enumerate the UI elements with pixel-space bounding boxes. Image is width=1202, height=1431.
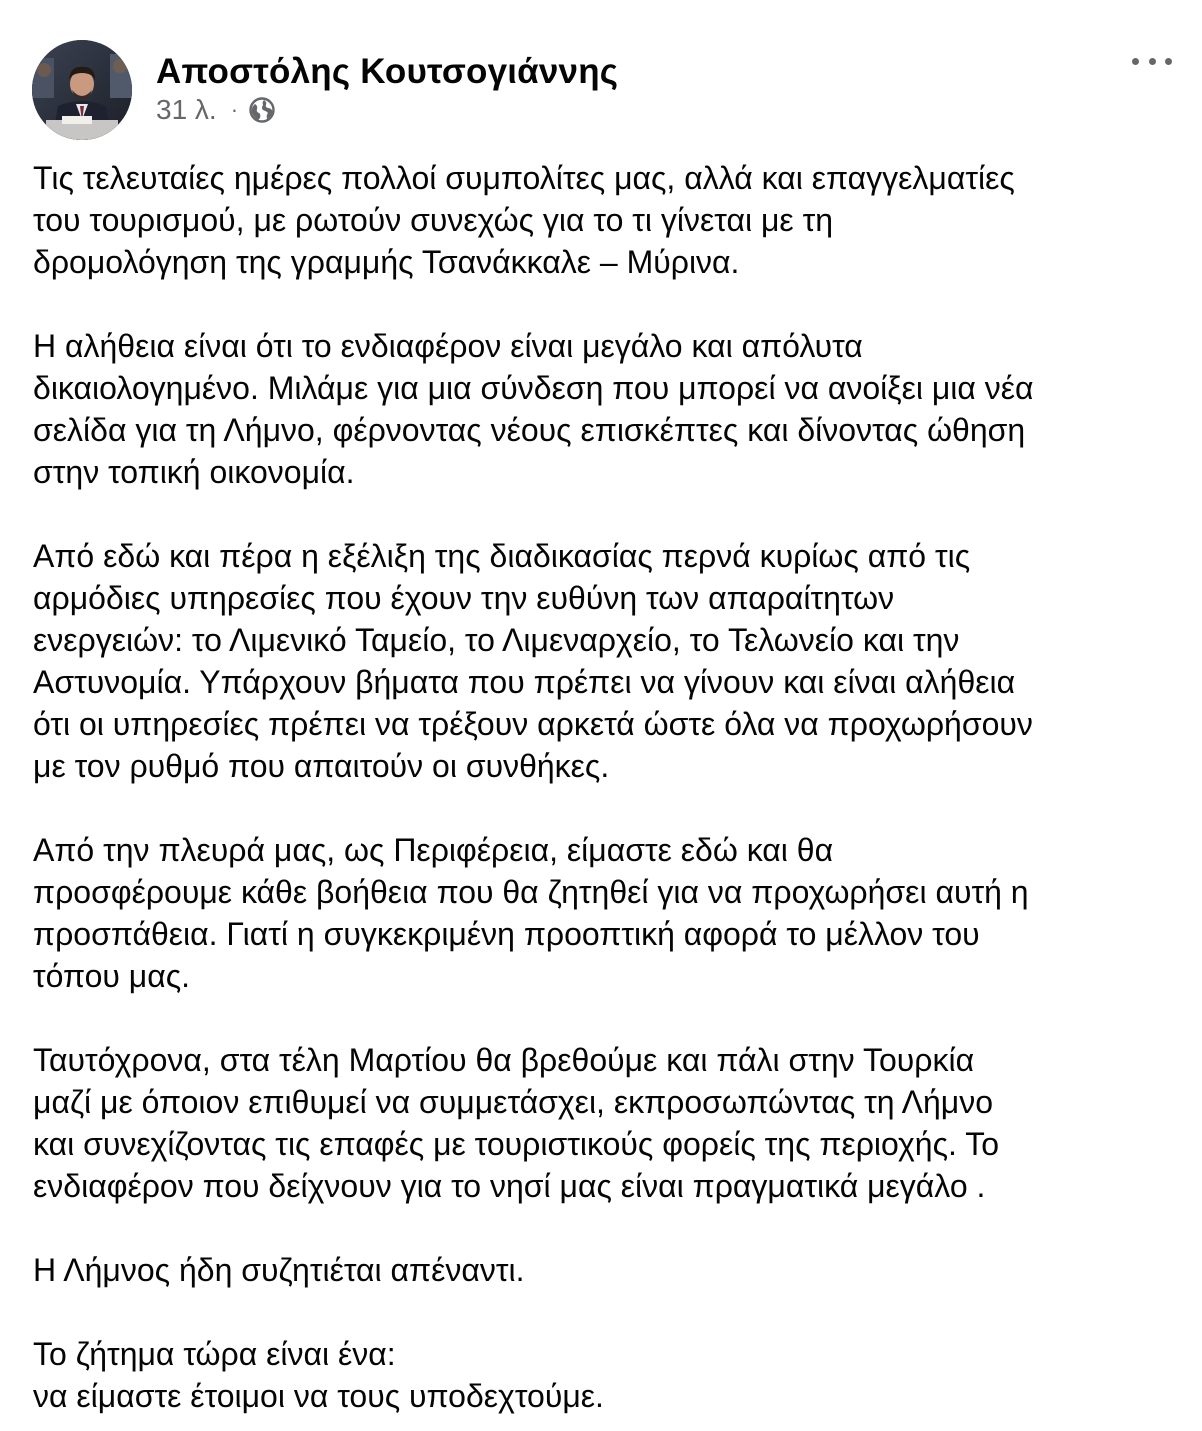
post-text: [33, 157, 1183, 1417]
post-paragraph: Τις τελευταίες ημέρες πολλοί συμπολίτες μας, αλλά και επαγγελματίες του τουρισμού, με ρωτούν συνεχώς για το τι γίνεται με τη δρομολόγηση της γραμμής Τσανάκκαλε – Μύρινα.: [33, 160, 1015, 280]
more-options-button[interactable]: [1132, 46, 1172, 76]
more-horizontal-icon: [1149, 58, 1156, 65]
post-paragraph: Η αλήθεια είναι ότι το ενδιαφέρον είναι μεγάλο και απόλυτα δικαιολογημένο. Μιλάμε για μια σύνδεση που μπορεί να ανοίξει μια νέα σελίδα για τη Λήμνο, φέρνοντας νέους επισκέπτες και δίνοντας ώθηση στην τοπική οικονομία.: [33, 328, 1034, 490]
avatar[interactable]: [32, 40, 132, 140]
post-header: [32, 40, 1172, 140]
globe-icon[interactable]: [248, 96, 276, 124]
post-paragraph: Ταυτόχρονα, στα τέλη Μαρτίου θα βρεθούμε και πάλι στην Τουρκία μαζί με όποιον επιθυμεί να συμμετάσχει, εκπροσωπώντας τη Λήμνο και συνεχίζοντας τις επαφές με τουριστικούς φορείς της περιοχής. Το ενδιαφέρον που δείχνουν για το νησί μας είναι πραγματικά μεγάλο .: [33, 1042, 1000, 1204]
post-author[interactable]: Αποστόλης Κουτσογιάννης: [156, 52, 619, 91]
more-horizontal-icon: [1132, 58, 1139, 65]
post-paragraph: Από την πλευρά μας, ως Περιφέρεια, είμαστε εδώ και θα προσφέρουμε κάθε βοήθεια που θα ζητηθεί για να προχωρήσει αυτή η προσπάθεια. Γιατί η συγκεκριμένη προοπτική αφορά το μέλλον του τόπου μας.: [33, 832, 1029, 994]
post-paragraph: Η Λήμνος ήδη συζητιέται απέναντι.: [33, 1252, 525, 1288]
post-meta: [156, 92, 276, 128]
more-horizontal-icon: [1165, 58, 1172, 65]
post-paragraph: Από εδώ και πέρα η εξέλιξη της διαδικασίας περνά κυρίως από τις αρμόδιες υπηρεσίες που έχουν την ευθύνη των απαραίτητων ενεργειών: το Λιμενικό Ταμείο, το Λιμεναρχείο, το Τελωνείο και την Αστυνομία. Υπάρχουν βήματα που πρέπει να γίνουν και είναι αλήθεια ότι οι υπηρεσίες πρέπει να τρέξουν αρκετά ώστε όλα να προχωρήσουν με τον ρυθμό που απαιτούν οι συνθήκες.: [33, 538, 1033, 784]
post-timestamp[interactable]: 31 λ.: [156, 94, 217, 125]
post-paragraph: Το ζήτημα τώρα είναι ένα: να είμαστε έτοιμοι να τους υποδεχτούμε.: [33, 1336, 604, 1414]
meta-separator: ·: [230, 97, 239, 122]
avatar-photo: [32, 40, 132, 140]
